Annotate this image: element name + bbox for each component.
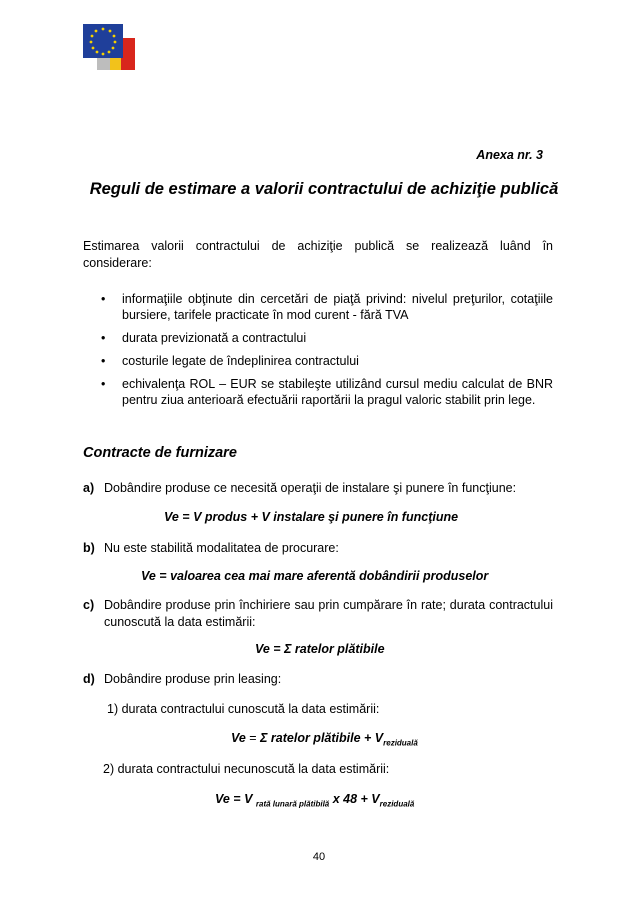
list-item-text: durata previzionată a contractului	[122, 331, 307, 345]
formula-d2	[215, 792, 414, 809]
item-label: c)	[83, 598, 95, 612]
document-title: Reguli de estimare a valorii contractului de achiziţie publică	[89, 180, 559, 198]
item-d	[83, 671, 553, 688]
list-item	[101, 353, 553, 369]
subitem-d2: 2) durata contractului necunoscută la data estimării:	[103, 762, 390, 776]
item-text: Dobândire produse ce necesită operaţii de instalare şi punere în funcţiune:	[104, 481, 517, 495]
page-number: 40	[312, 851, 326, 863]
list-item	[101, 376, 553, 408]
list-item	[101, 291, 553, 323]
formula-d2-sub2: reziduală	[379, 799, 415, 809]
intro-paragraph	[83, 238, 553, 272]
bullet-icon: •	[101, 331, 106, 345]
formula-d1	[231, 731, 418, 748]
item-text: Dobândire produse prin închiriere sau prin cumpărare în rate; durata contractului cunoscută la data estimării:	[104, 598, 553, 629]
item-label: a)	[83, 481, 95, 495]
bullet-icon: •	[101, 377, 106, 391]
formula-c: Ve = Σ ratelor plătibile	[255, 642, 385, 656]
annex-number: Anexa nr. 3	[476, 148, 543, 162]
item-text: Nu este stabilită modalitatea de procurare:	[104, 541, 339, 555]
intro-line-2: considerare:	[83, 256, 152, 270]
item-c	[83, 597, 553, 631]
considerations-list	[101, 291, 553, 415]
intro-line-1: Estimarea valorii contractului de achiziţie publică se realizează luând în	[83, 239, 553, 253]
formula-b: Ve = valoarea cea mai mare aferentă dobândirii produselor	[141, 569, 489, 583]
formula-d2-sub1: rată lunară plătibilă	[255, 799, 330, 809]
formula-d1-rest: Σ ratelor plătibile + V	[260, 731, 384, 745]
formula-d1-sub: reziduală	[383, 738, 418, 748]
eu-romania-logo	[83, 24, 135, 70]
list-item-text: informaţiile obţinute din cercetări de piaţă privind: nivelul preţurilor, cotaţiile bursiere, tarifele practicate în mod curent - fără TVA	[122, 292, 553, 322]
formula-d1-eq: =	[245, 731, 261, 745]
formula-d2-mid: x 48 + V	[329, 792, 380, 806]
list-item-text: costurile legate de îndeplinirea contractului	[122, 354, 359, 368]
item-a	[83, 480, 553, 497]
item-b	[83, 540, 553, 557]
bullet-icon: •	[101, 292, 106, 306]
subitem-d1: 1) durata contractului cunoscută la data estimării:	[107, 702, 380, 716]
item-label: b)	[83, 541, 95, 555]
formula-d1-ve: Ve	[231, 731, 246, 745]
formula-a: Ve = V produs + V instalare şi punere în funcţiune	[164, 510, 459, 524]
list-item-text: echivalenţa ROL – EUR se stabileşte utilizând cursul mediu calculat de BNR pentru ziua anterioară efectuării raportării la pragul valoric stabilit prin lege.	[122, 377, 553, 407]
formula-d2-main: Ve = V	[215, 792, 256, 806]
list-item	[101, 330, 553, 346]
item-text: Dobândire produse prin leasing:	[104, 672, 282, 686]
bullet-icon: •	[101, 354, 106, 368]
item-label: d)	[83, 672, 95, 686]
section-heading: Contracte de furnizare	[83, 445, 237, 461]
